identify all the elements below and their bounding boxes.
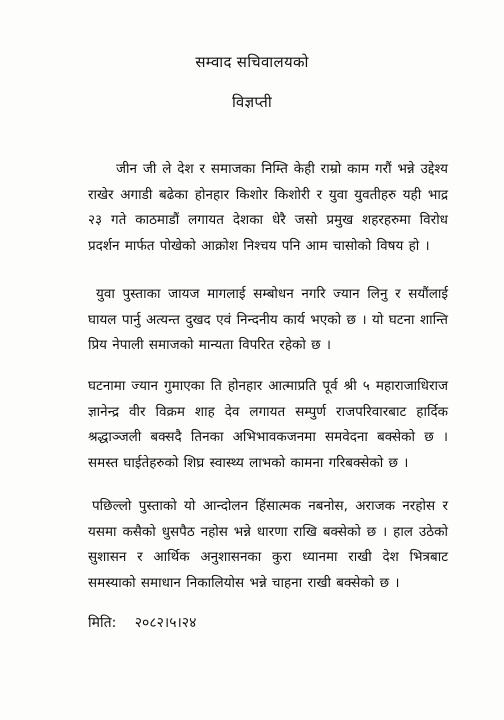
paragraph-2: युवा पुस्ताका जायज मागलाई सम्बोधन नगरि ज्यान लिनु र सयौंलाई घायल पार्नु अत्यन्त दुखद एवं निन्दनीय कार्य भएको छ । यो घटना शान्ति प्रिय नेपाली समाजको मान्यता विपरित रहेको छ । <box>88 286 448 353</box>
notice-title: विज्ञप्ती <box>231 93 273 111</box>
date-value: २०८२।५।२४ <box>134 615 197 631</box>
paragraph-4: पछिल्लो पुस्ताको यो आन्दोलन हिंसात्मक नबनोस, अराजक नरहोस र यसमा कसैको धुसपैठ नहोस भन्ने धारणा राखि बक्सेको छ । हाल उठेको सुशासन र आर्थिक अनुशासनका कुरा ध्यानमा राखी देश भित्रबाट समस्याको समाधान निकालियोस भन्ने चाहना राखी बक्सेको छ । <box>88 498 448 591</box>
office-heading: सम्वाद सचिवालयको <box>195 53 309 71</box>
date-line <box>88 613 196 632</box>
date-label: मिति: <box>88 615 117 631</box>
paragraph-1: जीन जी ले देश र समाजका निम्ति केही राम्रो काम गरौं भन्ने उद्देश्य राखेर अगाडी बढेका होनहार किशोर किशोरी र युवा युवतीहरु यही भाद्र २३ गते काठमाडौं लगायत देशका धेरै जसो प्रमुख शहरहरुमा विरोध प्रदर्शन मार्फत पोखेको आक्रोश निश्चय पनि आम चासोको विषय हो । <box>88 161 448 254</box>
paragraph-3: घटनामा ज्यान गुमाएका ति होनहार आत्माप्रति पूर्व श्री ५ महाराजाधिराज ज्ञानेन्द्र वीर विक्रम शाह देव लगायत सम्पुर्ण राजपरिवारबाट हार्दिक श्रद्धाञ्जली बक्सदै तिनका अभिभावकजनमा समवेदना बक्सेको छ । समस्त घाईतेहरुको शिघ्र स्वास्थ्य लाभको कामना गरिबक्सेको छ । <box>88 378 448 471</box>
